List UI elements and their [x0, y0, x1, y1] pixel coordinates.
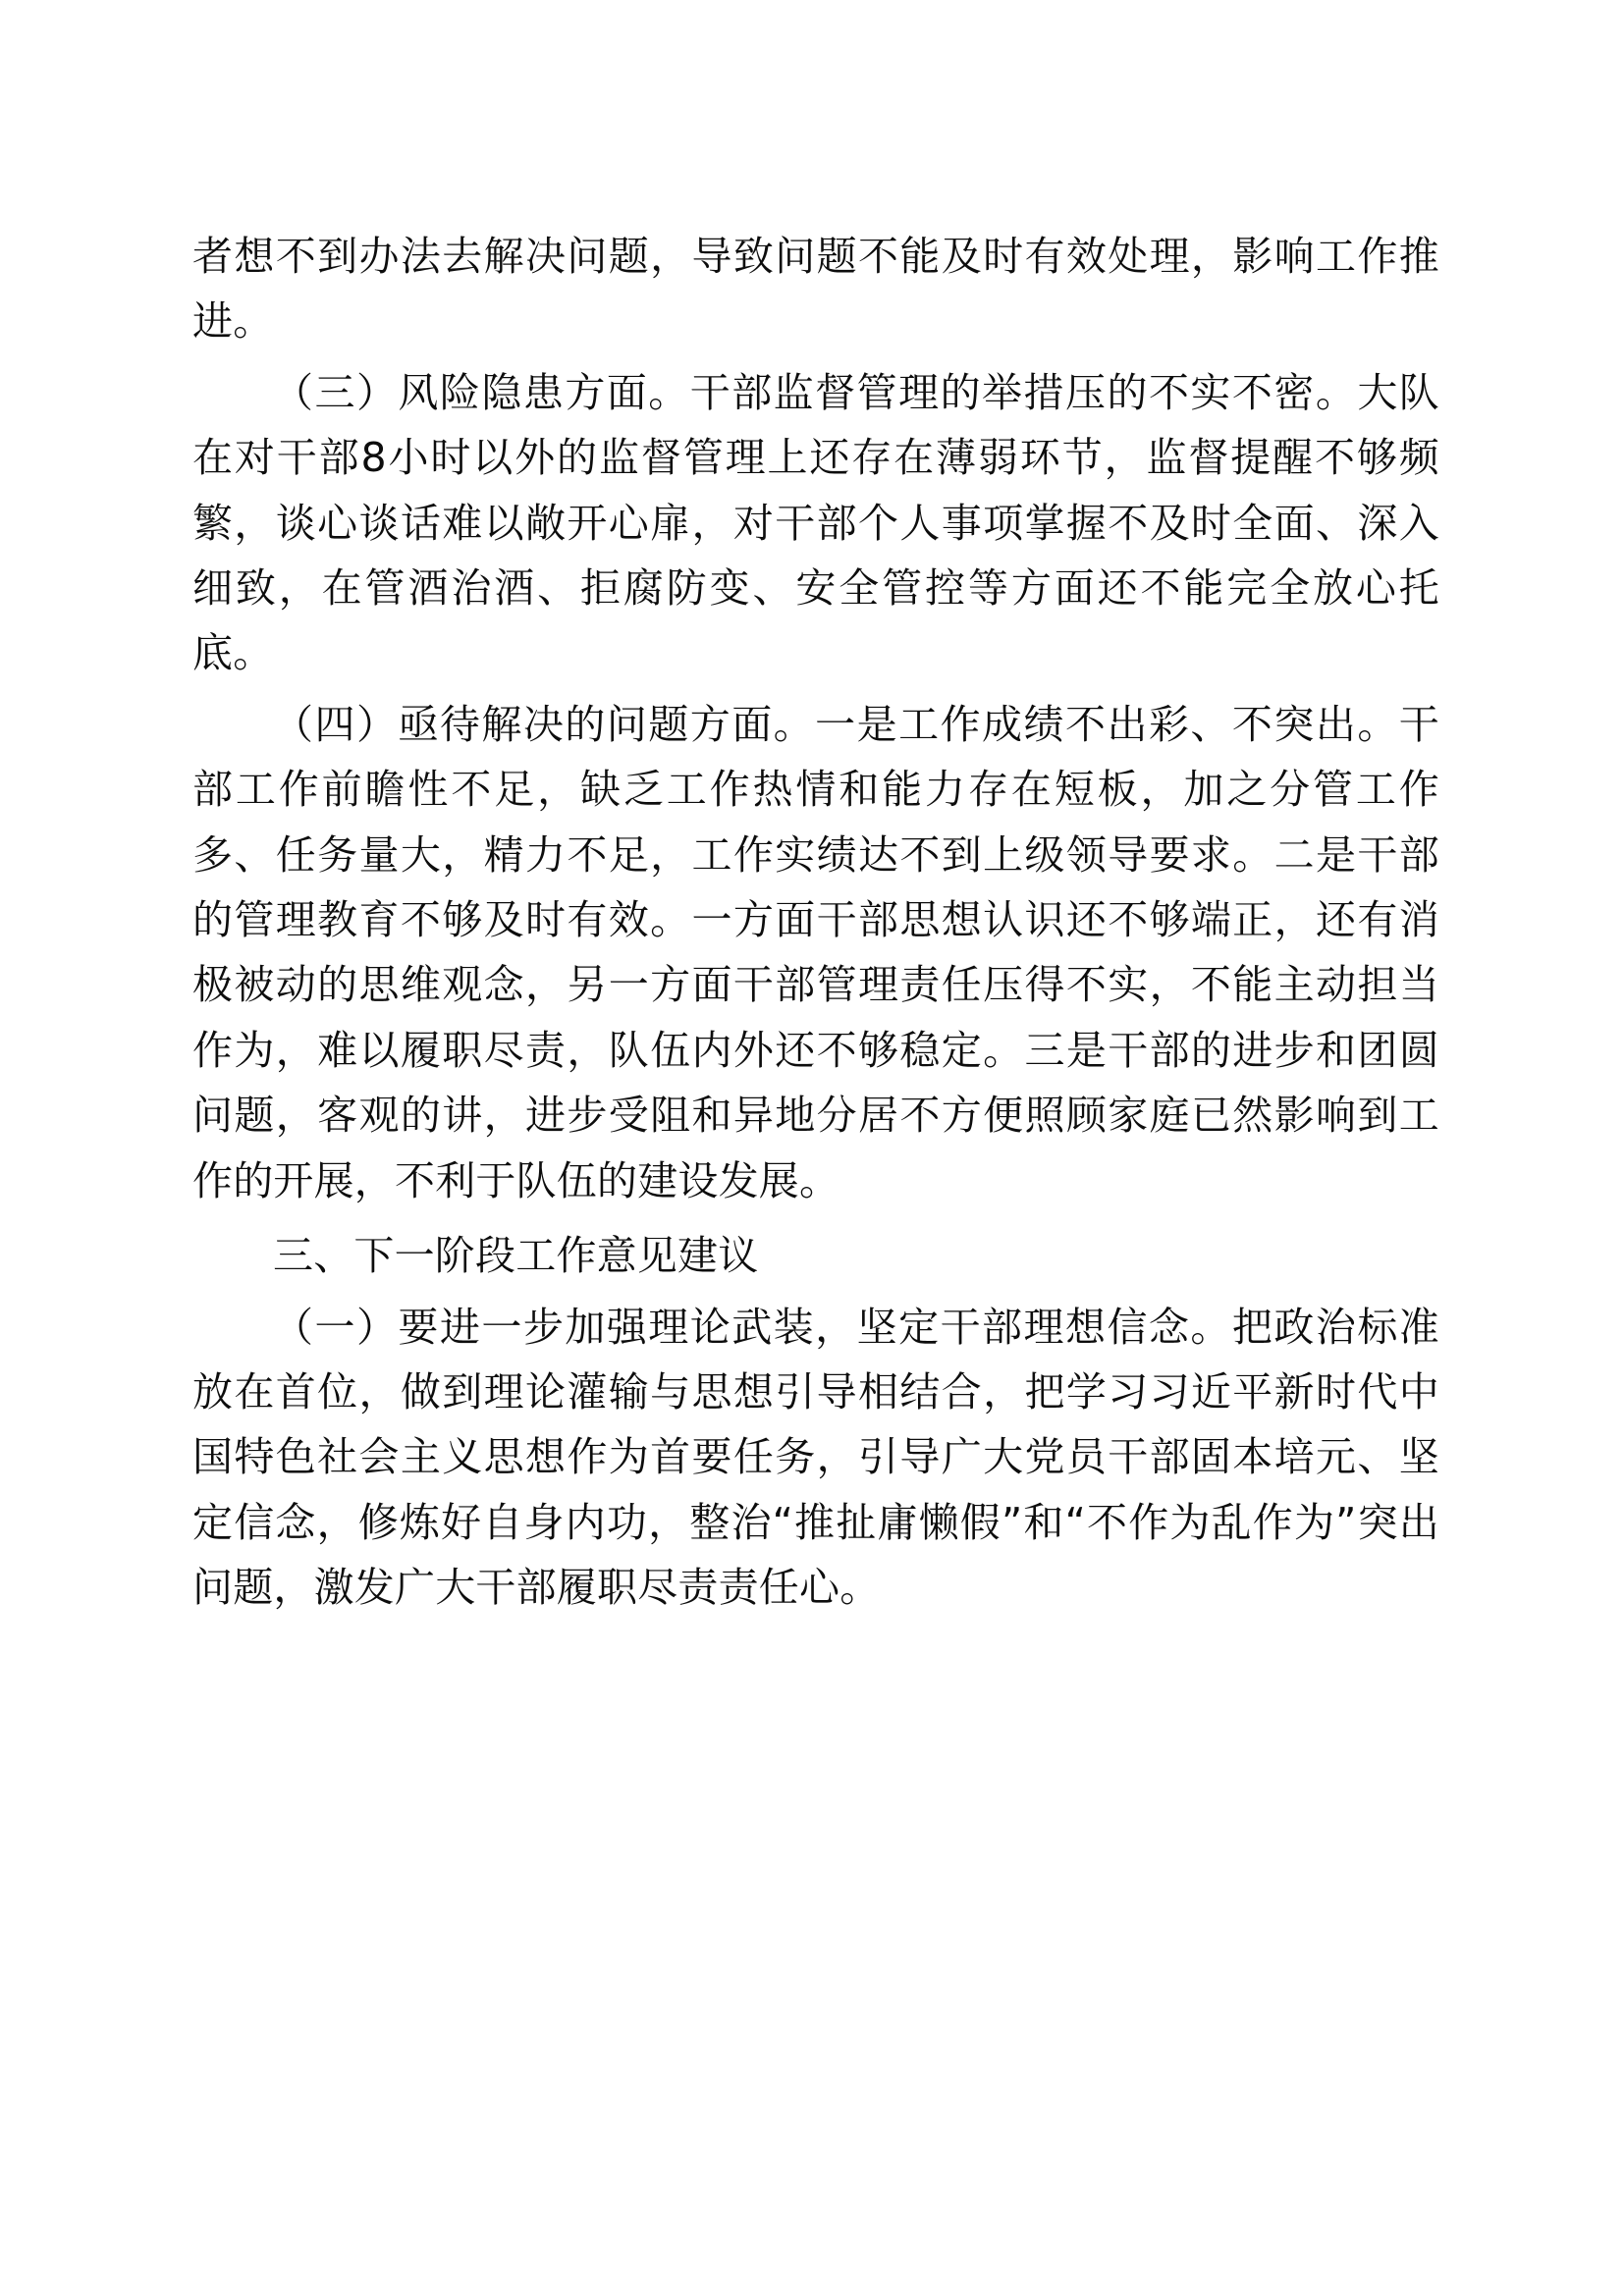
paragraph-continuation: 者想不到办法去解决问题，导致问题不能及时有效处理，影响工作推进。 — [192, 233, 1439, 346]
paragraph-section-three: （三）风险隐患方面。干部监督管理的举措压的不实不密。大队在对干部8小时以外的监督管理上还存在薄弱环节，监督提醒不够频繁，谈心谈话难以敞开心扉，对干部个人事项掌握不及时全面、深入细致，在管酒治酒、拒腐防变、安全管控等方面还不能完全放心托底。 — [192, 368, 1439, 677]
document-body — [192, 224, 1439, 1627]
paragraph-suggestion-one: （一）要进一步加强理论武装，坚定干部理想信念。把政治标准放在首位，做到理论灌输与思想引导相结合，把学习习近平新时代中国特色社会主义思想作为首要任务，引导广大党员干部固本培元、坚定信念，修炼好自身内功，整治“推扯庸懒假”和“不作为乱作为”突出问题，激发广大干部履职尽责责任心。 — [192, 1303, 1439, 1612]
paragraph-section-four: （四）亟待解决的问题方面。一是工作成绩不出彩、不突出。干部工作前瞻性不足，缺乏工作热情和能力存在短板，加之分管工作多、任务量大，精力不足，工作实绩达不到上级领导要求。二是干部的管理教育不够及时有效。一方面干部思想认识还不够端正，还有消极被动的思维观念，另一方面干部管理责任压得不实，不能主动担当作为，难以履职尽责，队伍内外还不够稳定。三是干部的进步和团圆问题，客观的讲，进步受阻和异地分居不方便照顾家庭已然影响到工作的开展，不利于队伍的建设发展。 — [192, 700, 1439, 1204]
heading-part-three: 三、下一阶段工作意见建议 — [273, 1232, 759, 1280]
